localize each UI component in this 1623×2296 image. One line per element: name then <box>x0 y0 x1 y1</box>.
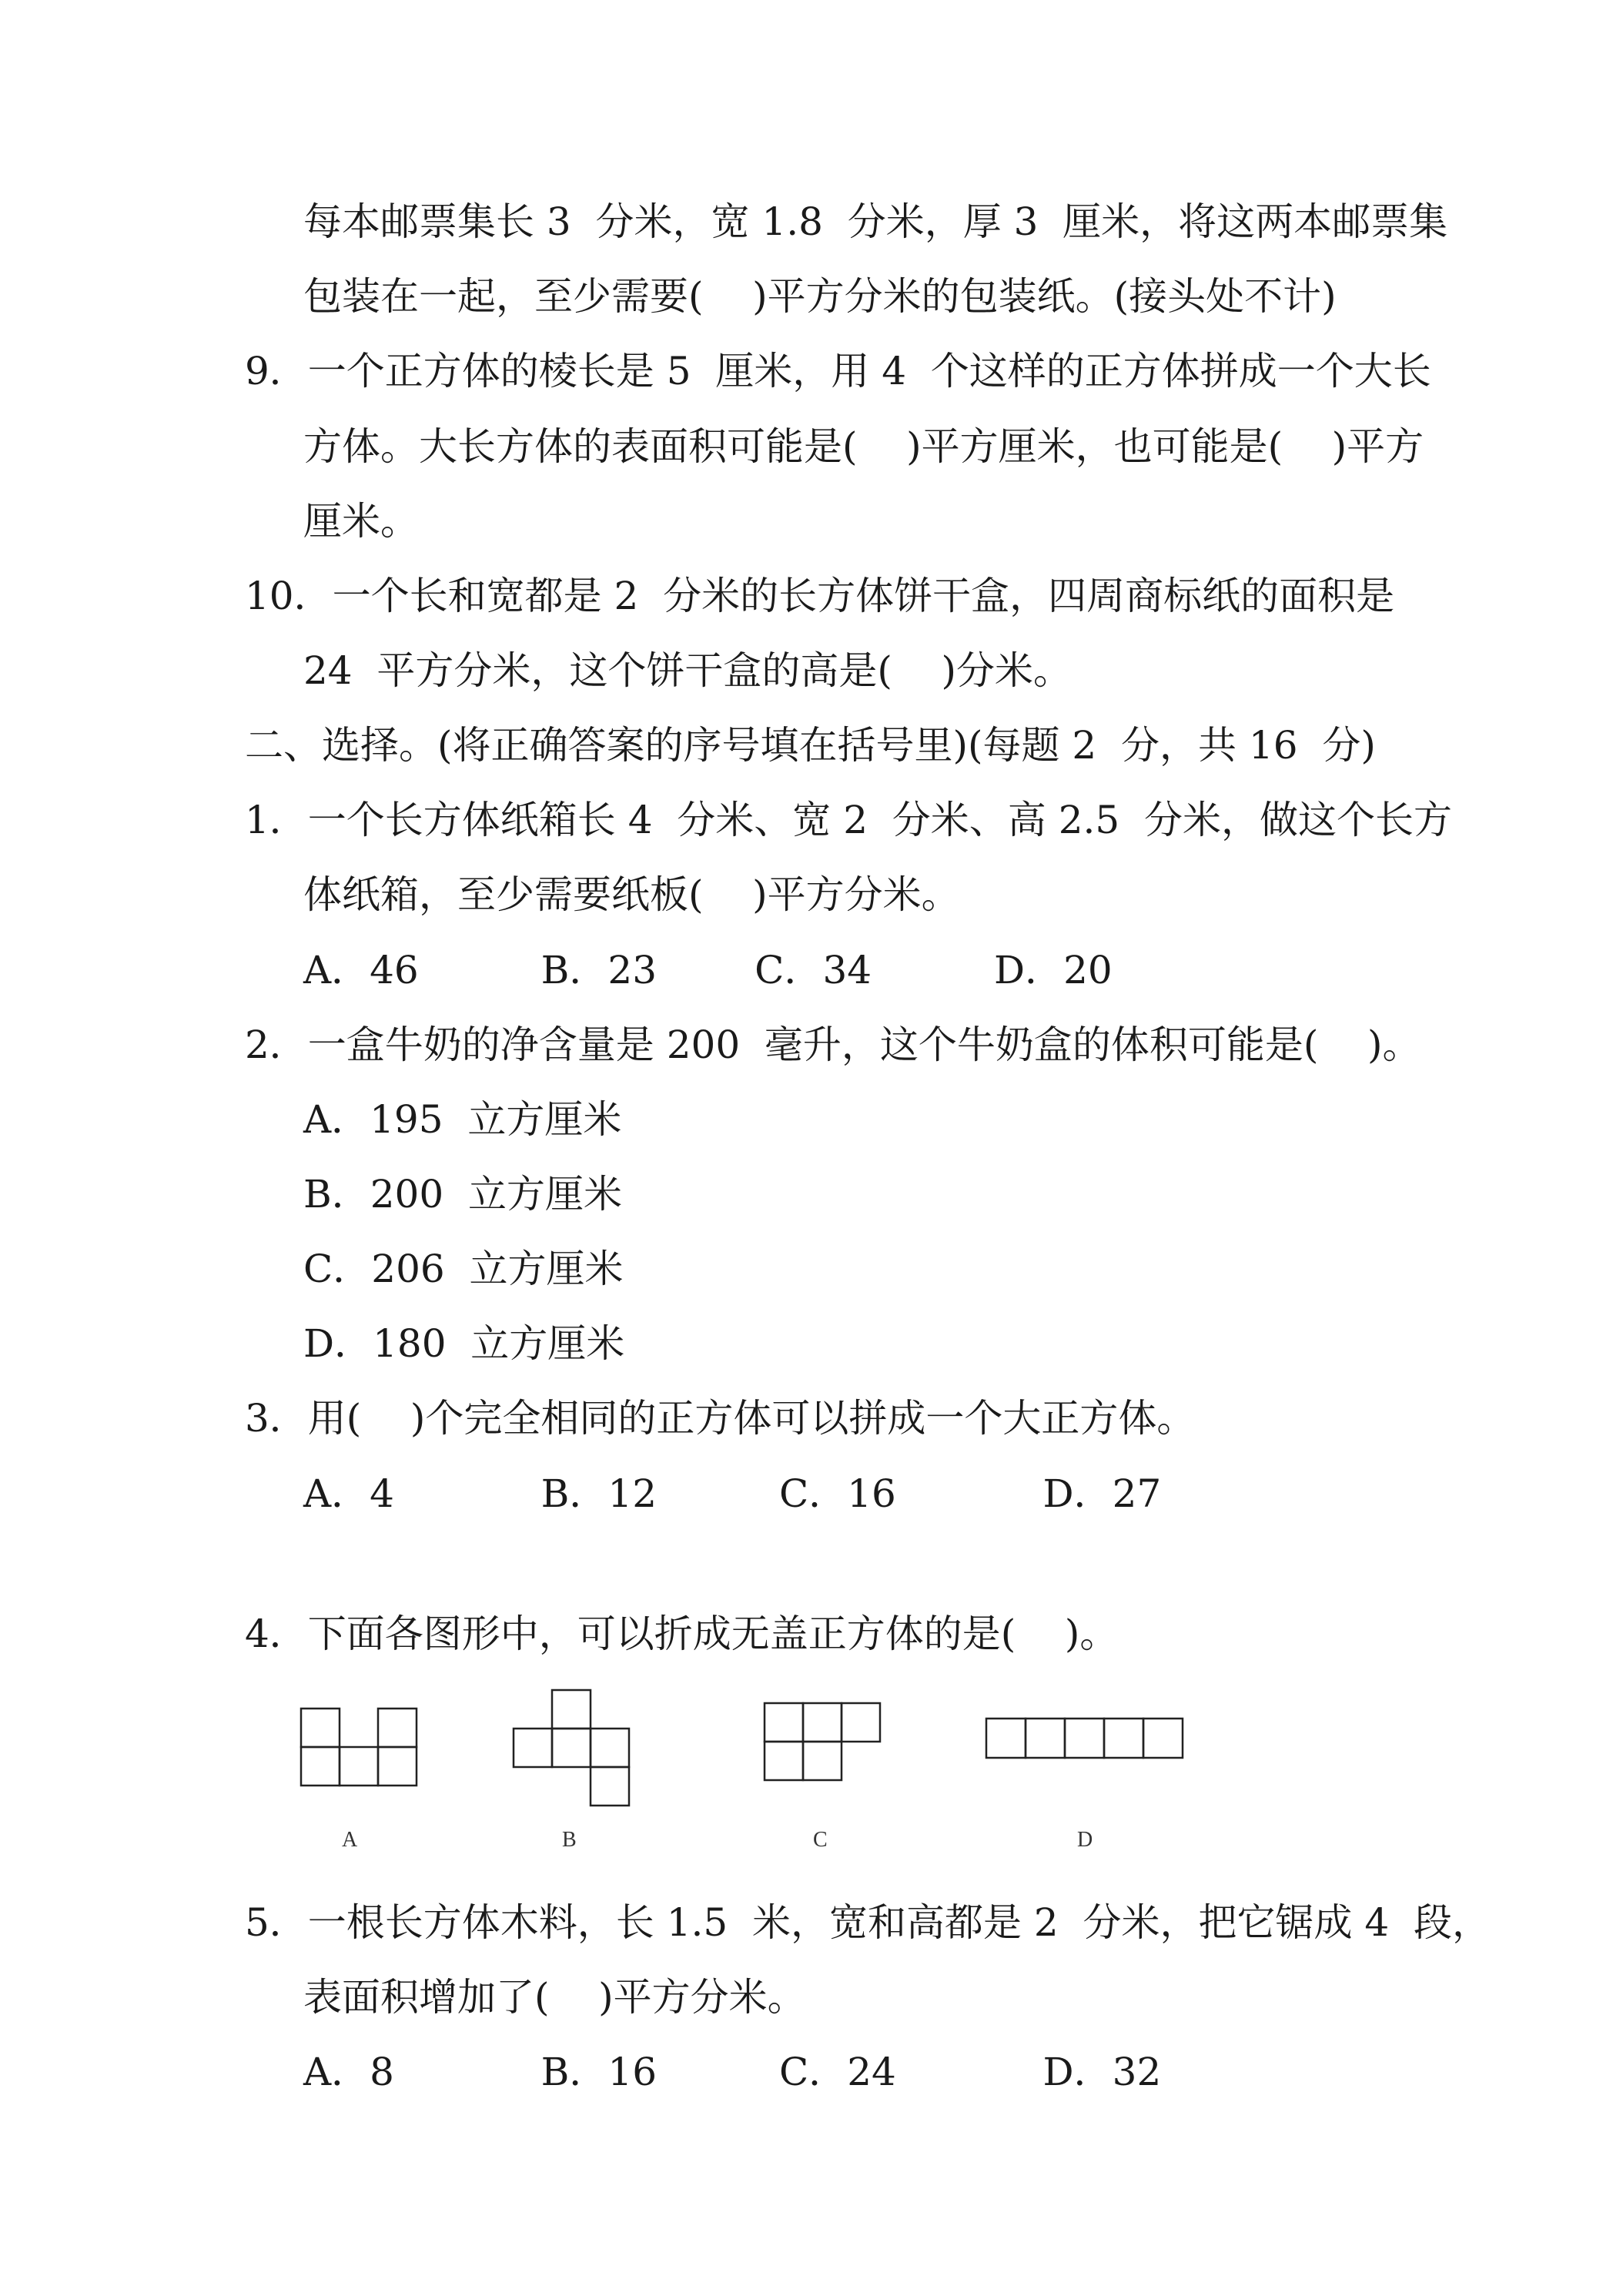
choice-2-option-c: C．206 立方厘米 <box>303 1247 624 1291</box>
cube-net-figure-a <box>299 1706 422 1791</box>
question-9-line-2: 方体。大长方体的表面积可能是( )平方厘米，也可能是( )平方 <box>303 424 1424 469</box>
cube-net-figure-c <box>762 1701 885 1786</box>
choice-5-line-1: 5．一根长方体木料，长 1.5 米，宽和高都是 2 分米，把它锯成 4 段， <box>245 1900 1491 1945</box>
net-d-square <box>1143 1719 1183 1758</box>
net-c-square <box>765 1742 803 1780</box>
figure-label-d: D <box>1077 1828 1093 1852</box>
choice-1-options: A．46 B．23 C．34 D．20 <box>303 948 1113 992</box>
q8-continuation-line-1: 每本邮票集长 3 分米，宽 1.8 分米，厚 3 厘米，将这两本邮票集 <box>303 199 1448 244</box>
question-10-line-2: 24 平方分米，这个饼干盒的高是( )分米。 <box>303 648 1072 693</box>
choice-3-line-1: 3．用( )个完全相同的正方体可以拼成一个大正方体。 <box>245 1396 1196 1441</box>
net-b-square <box>591 1729 629 1767</box>
choice-1-line-1: 1．一个长方体纸箱长 4 分米、宽 2 分米、高 2.5 分米，做这个长方 <box>245 798 1452 842</box>
choice-5-options: A．8 B．16 C．24 D．32 <box>303 2050 1162 2094</box>
question-10-line-1: 10．一个长和宽都是 2 分米的长方体饼干盒，四周商标纸的面积是 <box>245 574 1395 618</box>
cube-net-figure-b <box>510 1688 641 1811</box>
figure-label-c: C <box>813 1828 828 1852</box>
choice-1-line-2: 体纸箱，至少需要纸板( )平方分米。 <box>303 872 960 917</box>
choice-2-option-a: A．195 立方厘米 <box>303 1097 622 1142</box>
net-a-square <box>340 1747 378 1786</box>
section-2-heading: 二、选择。(将正确答案的序号填在括号里)(每题 2 分，共 16 分) <box>245 723 1376 768</box>
net-d-square <box>986 1719 1026 1758</box>
cube-net-figure-d <box>984 1716 1187 1762</box>
q8-continuation-line-2: 包装在一起，至少需要( )平方分米的包装纸。(接头处不计) <box>303 274 1337 319</box>
net-c-square <box>842 1703 880 1742</box>
question-9-line-1: 9．一个正方体的棱长是 5 厘米，用 4 个这样的正方体拼成一个大长 <box>245 349 1431 393</box>
net-a-square <box>301 1747 340 1786</box>
choice-2-line-1: 2．一盒牛奶的净含量是 200 毫升，这个牛奶盒的体积可能是( )。 <box>245 1022 1421 1067</box>
net-b-square <box>514 1729 552 1767</box>
net-d-square <box>1104 1719 1143 1758</box>
net-b-square <box>552 1690 591 1729</box>
net-d-square <box>1065 1719 1104 1758</box>
net-c-square <box>803 1703 842 1742</box>
choice-5-line-2: 表面积增加了( )平方分米。 <box>303 1975 806 2020</box>
choice-2-option-b: B．200 立方厘米 <box>303 1172 622 1217</box>
question-9-line-3: 厘米。 <box>303 499 419 544</box>
net-c-square <box>765 1703 803 1742</box>
net-b-square <box>552 1729 591 1767</box>
net-d-square <box>1026 1719 1065 1758</box>
net-a-square <box>378 1709 417 1747</box>
choice-2-option-d: D．180 立方厘米 <box>303 1321 625 1366</box>
net-c-square <box>803 1742 842 1780</box>
net-b-square <box>591 1767 629 1806</box>
choice-4-line-1: 4．下面各图形中，可以折成无盖正方体的是( )。 <box>245 1612 1119 1656</box>
choice-3-options: A．4 B．12 C．16 D．27 <box>303 1471 1162 1516</box>
net-a-square <box>301 1709 340 1747</box>
figure-label-b: B <box>562 1828 577 1852</box>
net-a-square <box>378 1747 417 1786</box>
figure-label-a: A <box>342 1828 358 1852</box>
